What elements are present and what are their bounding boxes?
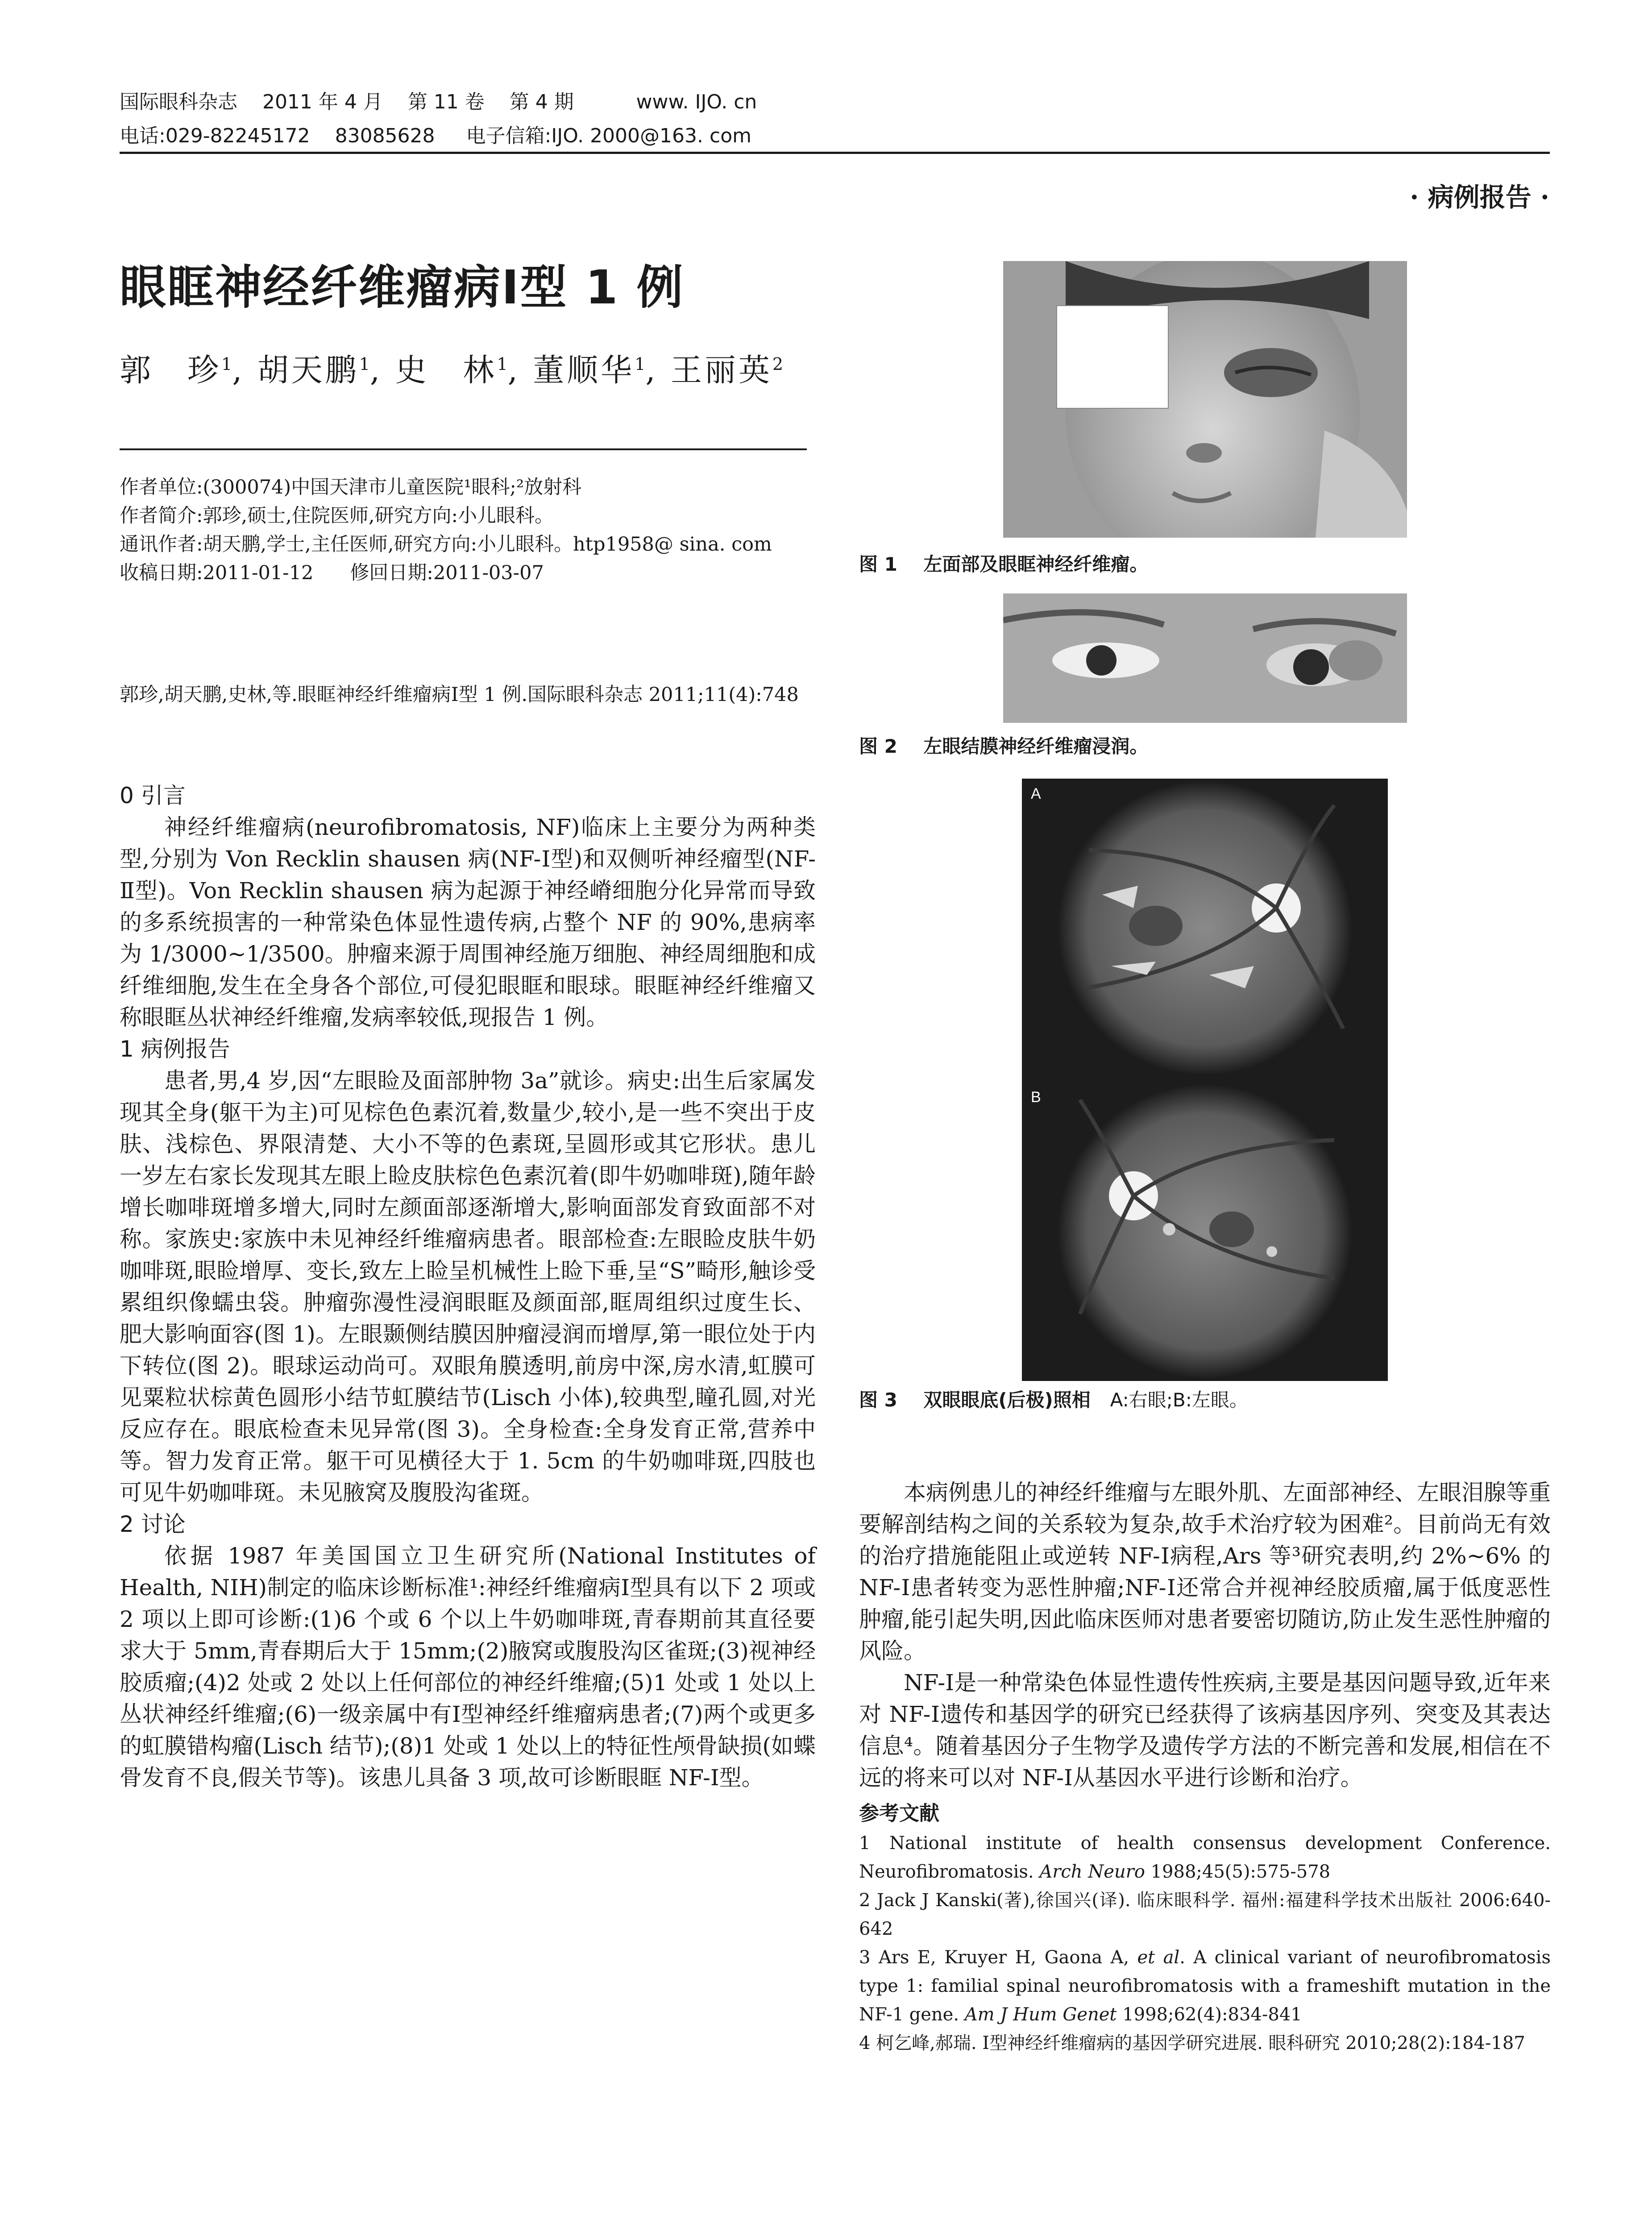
section-heading: 0 引言 <box>120 783 186 809</box>
author-affil-mark: 1 <box>359 354 370 374</box>
citation: 郭珍,胡天鹏,史林,等.眼眶神经纤维瘤病Ⅰ型 1 例.国际眼科杂志 2011;11(4):748 <box>120 684 799 706</box>
section-heading: 1 病例报告 <box>120 1036 230 1062</box>
author-list <box>120 339 816 395</box>
paragraph: 患者,男,4 岁,因“左眼睑及面部肿物 3a”就诊。病史:出生后家属发现其全身(躯干为主)可见棕色色素沉着,数量少,较小,是一些不突出于皮肤、浅棕色、界限清楚、大小不等的色素斑,呈圆形或其它形状。患儿一岁左右家长发现其左眼上睑皮肤棕色色素沉着(即牛奶咖啡斑),随年龄增长咖啡斑增多增大,同时左颜面部逐渐增大,影响面部发育致面部不对称。家族史:家族中未见神经纤维瘤病患者。眼部检查:左眼睑皮肤牛奶咖啡斑,眼睑增厚、变长,致左上睑呈机械性上睑下垂,呈“S”畸形,触诊受累组织像蠕虫袋。肿瘤弥漫性浸润眼眶及颜面部,眶周组织过度生长、肥大影响面容(图 1)。左眼颞侧结膜因肿瘤浸润而增厚,第一眼位处于内下转位(图 2)。眼球运动尚可。双眼角膜透明,前房中深,房水清,虹膜可见粟粒状棕黄色圆形小结节虹膜结节(Lisch 小体),较典型,瞳孔圆,对光反应存在。眼底检查未见异常(图 3)。全身检查:全身发育正常,营养中等。智力发育正常。躯干可见横径大于 1. 5cm 的牛奶咖啡斑,四肢也可见牛奶咖啡斑。未见腋窝及腹股沟雀斑。 <box>120 1068 816 1505</box>
author-separator: , <box>232 352 245 389</box>
title-divider <box>120 448 807 450</box>
fundus-illustration <box>1022 779 1388 1381</box>
figure-1-caption <box>859 550 1148 576</box>
author-info <box>120 473 816 587</box>
figure-caption-text: 左眼结膜神经纤维瘤浸润。 <box>923 735 1149 757</box>
figure-label: 图 2 <box>859 735 897 757</box>
journal-header-line: 国际眼科杂志 2011 年 4 月 第 11 卷 第 4 期 www. IJO. cn <box>120 91 757 113</box>
section-heading: 2 讨论 <box>120 1511 186 1537</box>
references-heading: 参考文献 <box>859 1801 940 1825</box>
author-affil-mark: 2 <box>772 354 784 374</box>
paragraph: 依据 1987 年美国国立卫生研究所(National Institutes of Health, NIH)制定的临床诊断标准¹:神经纤维瘤病Ⅰ型具有以下 2 项或 2 项以上即可诊断:(1)6 个或 6 个以上牛奶咖啡斑,青春期前其直径要求大于 5mm,青春期后大于 15mm;(2)腋窝或腹股沟区雀斑;(3)视神经胶质瘤;(4)2 处或 2 处以上任何部位的神经纤维瘤;(5)1 处或 1 处以上丛状神经纤维瘤;(6)一级亲属中有Ⅰ型神经纤维瘤病患者;(7)两个或更多的虹膜错构瘤(Lisch 结节);(8)1 处或 1 处以上的特征性颅骨缺损(如蝶骨发育不良,假关节等)。该患儿具备 3 项,故可诊断眼眶 NF-Ⅰ型。 <box>120 1543 816 1791</box>
figure-caption-note: A:右眼;B:左眼。 <box>1110 1389 1248 1411</box>
figure-2-photo <box>1003 593 1407 723</box>
reference-item: 1 National institute of health consensus development Conference. Neurofibromatosis. Arch Neuro 1988;45(5):575-578 <box>859 1833 1551 1882</box>
author: 王丽英 <box>670 352 772 389</box>
reference-item: 3 Ars E, Kruyer H, Gaona A, et al. A clinical variant of neurofibromatosis type 1: familial spinal neurofibromatosis with a frameshift mutation in the NF-1 gene. Am J Hum Genet 1998;62(4):834-841 <box>859 1947 1551 2025</box>
body-left-column <box>120 780 816 1794</box>
paragraph: 本病例患儿的神经纤维瘤与左眼外肌、左面部神经、左眼泪腺等重要解剖结构之间的关系较为复杂,故手术治疗较为困难²。目前尚无有效的治疗措施能阻止或逆转 NF-Ⅰ病程,Ars 等³研究表明,约 2%~6% 的 NF-Ⅰ患者转变为恶性肿瘤;NF-Ⅰ还常合并视神经胶质瘤,属于低度恶性肿瘤,能引起失明,因此临床医师对患者要密切随访,防止发生恶性肿瘤的风险。 <box>859 1480 1551 1664</box>
face-photo-illustration <box>1003 261 1407 538</box>
reference-item: 4 柯乞峰,郝瑞. Ⅰ型神经纤维瘤病的基因学研究进展. 眼科研究 2010;28(2):184-187 <box>859 2033 1525 2053</box>
figure-2-caption <box>859 732 1148 759</box>
dates: 收稿日期:2011-01-12 修回日期:2011-03-07 <box>120 562 544 584</box>
header-divider <box>120 152 1550 154</box>
author: 郭 珍 <box>120 352 221 389</box>
figure-caption-text: 左面部及眼眶神经纤维瘤。 <box>923 553 1149 575</box>
figure-label: 图 3 <box>859 1389 897 1411</box>
affiliation: 作者单位:(300074)中国天津市儿童医院¹眼科;²放射科 <box>120 476 582 498</box>
body-right-column <box>859 1477 1551 2057</box>
article-title: 眼眶神经纤维瘤病Ⅰ型 1 例 <box>120 260 685 315</box>
author: 胡天鹏 <box>257 352 359 389</box>
figure-caption-text: 双眼眼底(后极)照相 <box>923 1389 1091 1411</box>
author-affil-mark: 1 <box>497 354 508 374</box>
author-separator: , <box>369 352 383 389</box>
panel-label: B <box>1031 1089 1041 1106</box>
author: 董顺华 <box>533 352 635 389</box>
paragraph: 神经纤维瘤病(neurofibromatosis, NF)临床上主要分为两种类型,分别为 Von Recklin shausen 病(NF-Ⅰ型)和双侧听神经瘤型(NF-Ⅱ型)。Von Recklin shausen 病为起源于神经嵴细胞分化异常而导致的多系统损害的一种常染色体显性遗传病,占整个 NF 的 90%,患病率为 1/3000~1/3500。肿瘤来源于周围神经施万细胞、神经周细胞和成纤维细胞,发生在全身各个部位,可侵犯眼眶和眼球。眼眶神经纤维瘤又称眼眶丛状神经纤维瘤,发病率较低,现报告 1 例。 <box>120 814 816 1030</box>
author-affil-mark: 1 <box>221 354 232 374</box>
author-separator: , <box>507 352 520 389</box>
figure-label: 图 1 <box>859 553 897 575</box>
paragraph: NF-Ⅰ是一种常染色体显性遗传性疾病,主要是基因问题导致,近年来对 NF-Ⅰ遗传和基因学的研究已经获得了该病基因序列、突变及其表达信息⁴。随着基因分子生物学及遗传学方法的不断完善和发展,相信在不远的将来可以对 NF-Ⅰ从基因水平进行诊断和治疗。 <box>859 1670 1551 1791</box>
journal-contact-line: 电话:029-82245172 83085628 电子信箱:IJO. 2000@163. com <box>120 124 751 147</box>
privacy-mask <box>1057 306 1168 408</box>
figure-3-fundus-photos <box>1022 779 1388 1381</box>
eyes-photo-illustration <box>1003 593 1407 723</box>
reference-item: 2 Jack J Kanski(著),徐国兴(译). 临床眼科学. 福州:福建科学技术出版社 2006:640-642 <box>859 1890 1551 1939</box>
figure-3-caption <box>859 1385 1248 1412</box>
section-label: · 病例报告 · <box>1410 182 1549 212</box>
author-bio: 作者简介:郭珍,硕士,住院医师,研究方向:小儿眼科。 <box>120 505 554 527</box>
panel-label: A <box>1031 785 1041 802</box>
correspondence: 通讯作者:胡天鹏,学士,主任医师,研究方向:小儿眼科。htp1958@ sina. com <box>120 533 772 556</box>
author-affil-mark: 1 <box>635 354 646 374</box>
figure-1-photo <box>1003 261 1407 538</box>
author-separator: , <box>645 352 658 389</box>
author: 史 林 <box>395 352 497 389</box>
